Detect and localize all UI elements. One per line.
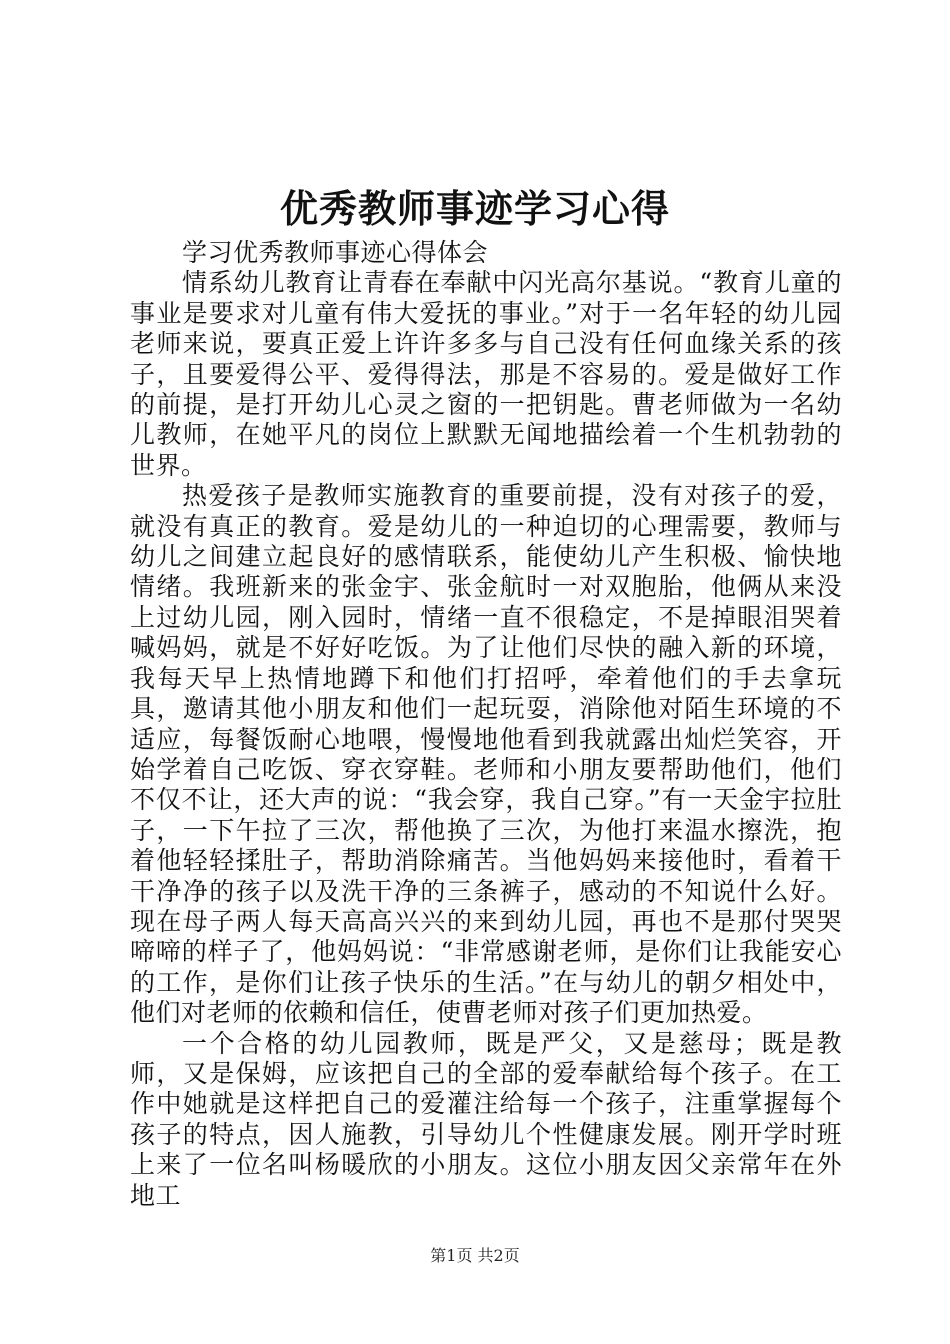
document-title: 优秀教师事迹学习心得 <box>279 186 670 231</box>
document-body <box>130 238 842 1211</box>
paragraph: 热爱孩子是教师实施教育的重要前提，没有对孩子的爱，就没有真正的教育。爱是幼儿的一种迫切的心理需要，教师与幼儿之间建立起良好的感情联系，能使幼儿产生积极、愉快地情绪。我班新来的张金宇、张金航时一对双胞胎，他俩从来没上过幼儿园，刚入园时，情绪一直不很稳定，不是掉眼泪哭着喊妈妈，就是不好好吃饭。为了让他们尽快的融入新的环境，我每天早上热情地蹲下和他们打招呼，牵着他们的手去拿玩具，邀请其他小朋友和他们一起玩耍，消除他对陌生环境的不适应，每餐饭耐心地喂，慢慢地他看到我就露出灿烂笑容，开始学着自己吃饭、穿衣穿鞋。老师和小朋友要帮助他们，他们不仅不让，还大声的说：“我会穿，我自己穿。”有一天金宇拉肚子，一下午拉了三次，帮他换了三次，为他打来温水擦洗，抱着他轻轻揉肚子，帮助消除痛苦。当他妈妈来接他时，看着干干净净的孩子以及洗干净的三条裤子，感动的不知说什么好。现在母子两人每天高高兴兴的来到幼儿园，再也不是那付哭哭啼啼的样子了，他妈妈说：“非常感谢老师，是你们让我能安心的工作，是你们让孩子快乐的生活。”在与幼儿的朝夕相处中，他们对老师的依赖和信任，使曹老师对孩子们更加热爱。 <box>130 481 842 1028</box>
page-footer: 第1页 共2页 <box>430 1246 520 1265</box>
paragraph-subtitle: 学习优秀教师事迹心得体会 <box>182 238 489 267</box>
paragraph: 一个合格的幼儿园教师，既是严父，又是慈母；既是教师，又是保姆，应该把自己的全部的爱奉献给每个孩子。在工作中她就是这样把自己的爱灌注给每一个孩子，注重掌握每个孩子的特点，因人施教，引导幼儿个性健康发展。刚开学时班上来了一位名叫杨暖欣的小朋友。这位小朋友因父亲常年在外地工 <box>130 1028 842 1210</box>
paragraph: 情系幼儿教育让青春在奉献中闪光高尔基说。“教育儿童的事业是要求对儿童有伟大爱抚的事业。”对于一名年轻的幼儿园老师来说，要真正爱上许许多多与自己没有任何血缘关系的孩子，且要爱得公平、爱得得法，那是不容易的。爱是做好工作的前提，是打开幼儿心灵之窗的一把钥匙。曹老师做为一名幼儿教师，在她平凡的岗位上默默无闻地描绘着一个生机勃勃的世界。 <box>130 268 842 480</box>
